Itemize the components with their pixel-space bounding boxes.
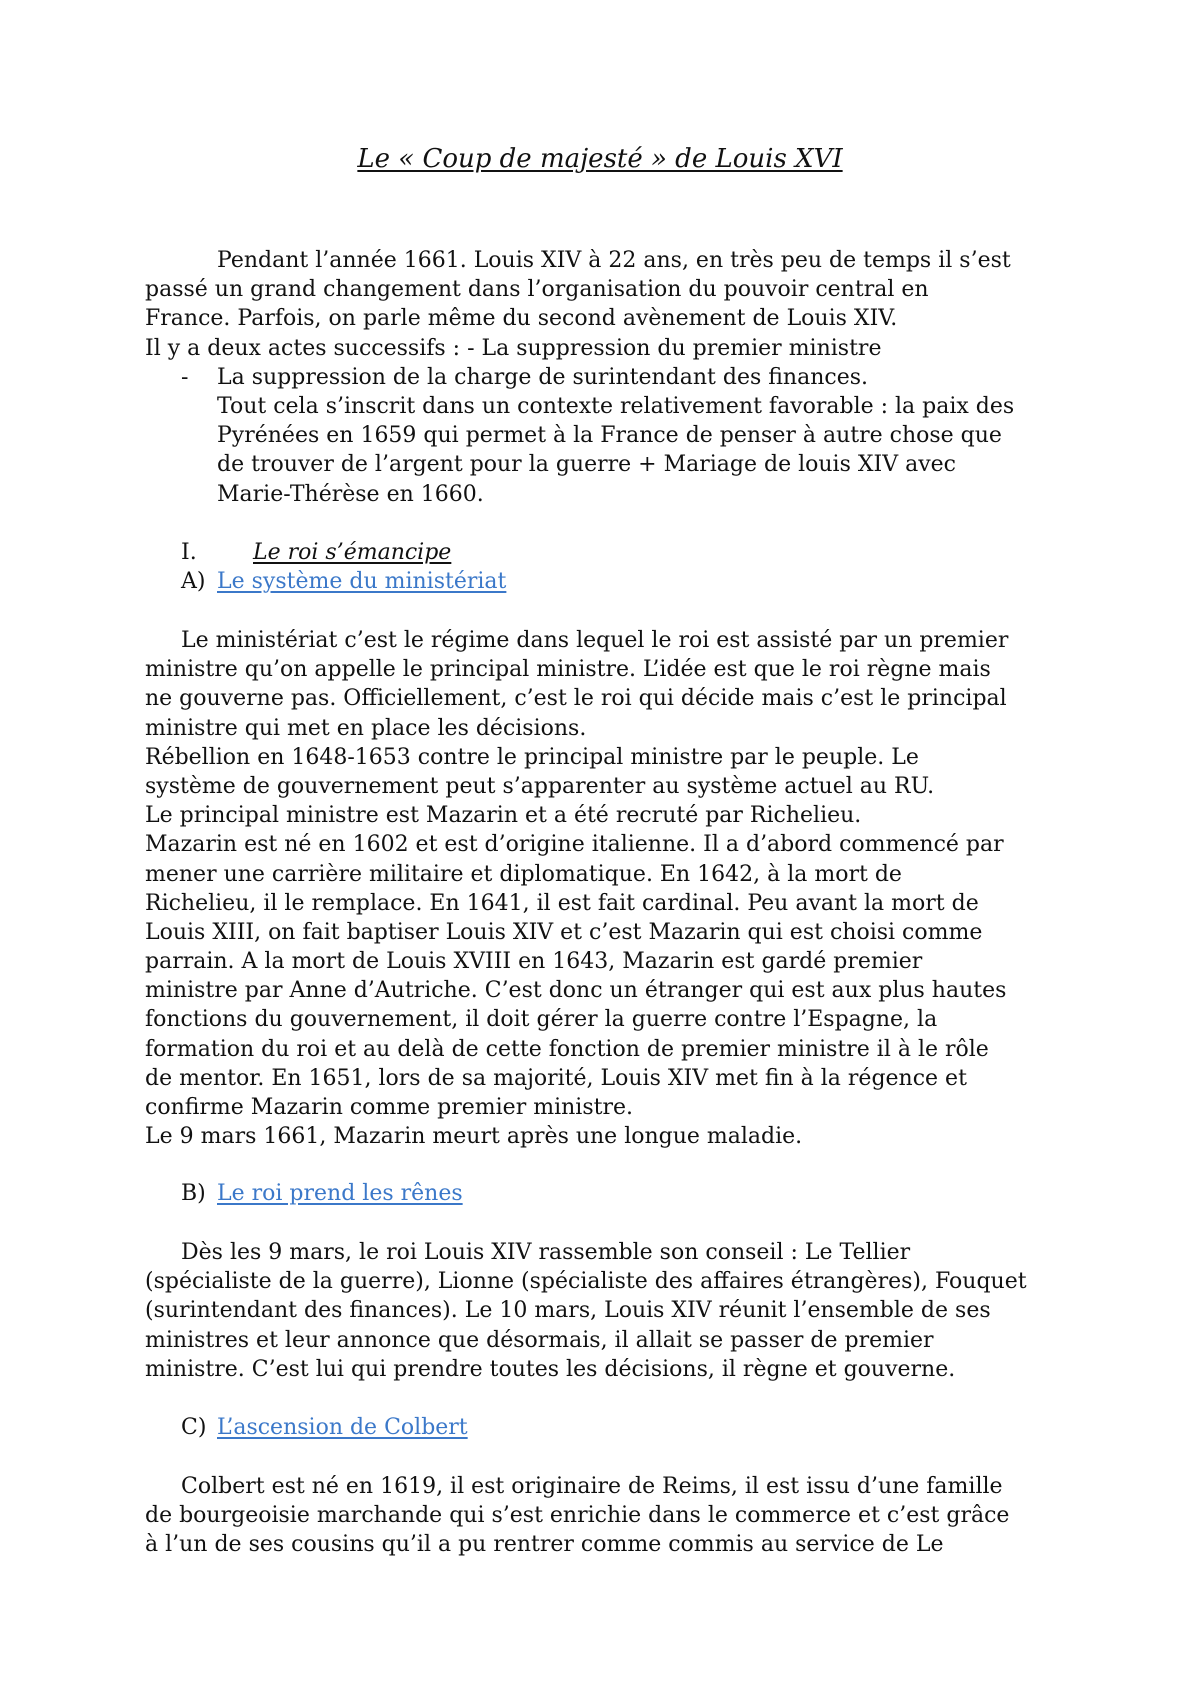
paragraph-line: ministre par Anne d’Autriche. C’est donc un étranger qui est aux plus hautes (145, 978, 1007, 1004)
subsection-a-heading (145, 567, 1075, 596)
dash-item-text: La suppression de la charge de surintendant des finances. (217, 364, 869, 390)
subsection-b-heading (145, 1179, 1075, 1208)
subsection-c-heading (145, 1413, 1075, 1442)
subsection-c-link[interactable]: L’ascension de Colbert (217, 1415, 468, 1440)
subsection-b-link[interactable]: Le roi prend les rênes (217, 1181, 463, 1206)
paragraph-line: Dès les 9 mars, le roi Louis XIV rassemble son conseil : Le Tellier (181, 1240, 911, 1265)
intro-continuation-line: Marie-Thérèse en 1660. (217, 481, 484, 507)
section-number: I. (181, 540, 197, 565)
page-title: Le « Coup de majesté » de Louis XVI (357, 144, 843, 174)
paragraph-line: Le 9 mars 1661, Mazarin meurt après une longue maladie. (145, 1124, 803, 1150)
subsection-a-link[interactable]: Le système du ministériat (217, 569, 507, 594)
paragraph-line: de mentor. En 1651, lors de sa majorité, Louis XIV met fin à la régence et (145, 1065, 967, 1091)
paragraph-line: formation du roi et au delà de cette fonction de premier ministre il à le rôle (145, 1036, 989, 1062)
intro-line: France. Parfois, on parle même du second avènement de Louis XIV. (145, 306, 898, 332)
subsection-letter: A) (181, 569, 206, 594)
subsection-c-body (145, 1472, 1075, 1560)
paragraph-line: ministre qu’on appelle le principal ministre. L’idée est que le roi règne mais (145, 657, 991, 683)
intro-line: passé un grand changement dans l’organisation du pouvoir central en (145, 277, 929, 303)
paragraph-line: ministres et leur annonce que désormais, il allait se passer de premier (145, 1327, 934, 1353)
paragraph-line: ministre. C’est lui qui prendre toutes les décisions, il règne et gouverne. (145, 1356, 956, 1382)
paragraph-line: de bourgeoisie marchande qui s’est enrichie dans le commerce et c’est grâce (145, 1503, 1010, 1529)
paragraph-line: (spécialiste de la guerre), Lionne (spécialiste des affaires étrangères), Fouquet (145, 1269, 1027, 1295)
paragraph-line: parrain. A la mort de Louis XVIII en 1643, Mazarin est gardé premier (145, 949, 923, 975)
paragraph-line: Richelieu, il le remplace. En 1641, il est fait cardinal. Peu avant la mort de (145, 890, 979, 916)
subsection-letter: C) (181, 1415, 207, 1440)
intro-line: Pendant l’année 1661. Louis XIV à 22 ans, en très peu de temps il s’est (217, 248, 1011, 273)
paragraph-line: (surintendant des finances). Le 10 mars, Louis XIV réunit l’ensemble de ses (145, 1298, 991, 1324)
paragraph-line: système de gouvernement peut s’apparenter au système actuel au RU. (145, 773, 935, 799)
dash-bullet: - (181, 364, 189, 390)
paragraph-line: Mazarin est né en 1602 et est d’origine italienne. Il a d’abord commencé par (145, 832, 1004, 858)
paragraph-line: Le ministériat c’est le régime dans lequel le roi est assisté par un premier (181, 628, 1009, 653)
paragraph-line: Colbert est né en 1619, il est originaire de Reims, il est issu d’une famille (181, 1474, 1003, 1499)
subsection-letter: B) (181, 1181, 206, 1206)
paragraph-line: confirme Mazarin comme premier ministre. (145, 1095, 633, 1120)
paragraph-line: ministre qui met en place les décisions. (145, 715, 587, 741)
section-heading (145, 538, 1075, 567)
intro-block (145, 246, 1075, 509)
paragraph-line: Rébellion en 1648-1653 contre le principal ministre par le peuple. Le (145, 744, 919, 770)
subsection-b-body (145, 1238, 1075, 1384)
intro-continuation-line: Tout cela s’inscrit dans un contexte relativement favorable : la paix des (217, 393, 1015, 419)
subsection-a-body (145, 626, 1075, 1151)
section-label: Le roi s’émancipe (253, 540, 452, 565)
dash-list-item (145, 363, 1075, 392)
paragraph-line: Louis XIII, on fait baptiser Louis XIV et c’est Mazarin qui est choisi comme (145, 919, 983, 945)
paragraph-line: à l’un de ses cousins qu’il a pu rentrer comme commis au service de Le (145, 1532, 944, 1558)
paragraph-line: Le principal ministre est Mazarin et a été recruté par Richelieu. (145, 803, 862, 829)
paragraph-line: ne gouverne pas. Officiellement, c’est le roi qui décide mais c’est le principal (145, 686, 1007, 712)
paragraph-line: mener une carrière militaire et diplomatique. En 1642, à la mort de (145, 861, 902, 887)
intro-continuation-line: Pyrénées en 1659 qui permet à la France de penser à autre chose que (217, 423, 1002, 449)
paragraph-line: fonctions du gouvernement, il doit gérer la guerre contre l’Espagne, la (145, 1007, 938, 1033)
intro-continuation-line: de trouver de l’argent pour la guerre + Mariage de louis XIV avec (217, 452, 956, 478)
intro-line: Il y a deux actes successifs : - La suppression du premier ministre (145, 335, 882, 361)
